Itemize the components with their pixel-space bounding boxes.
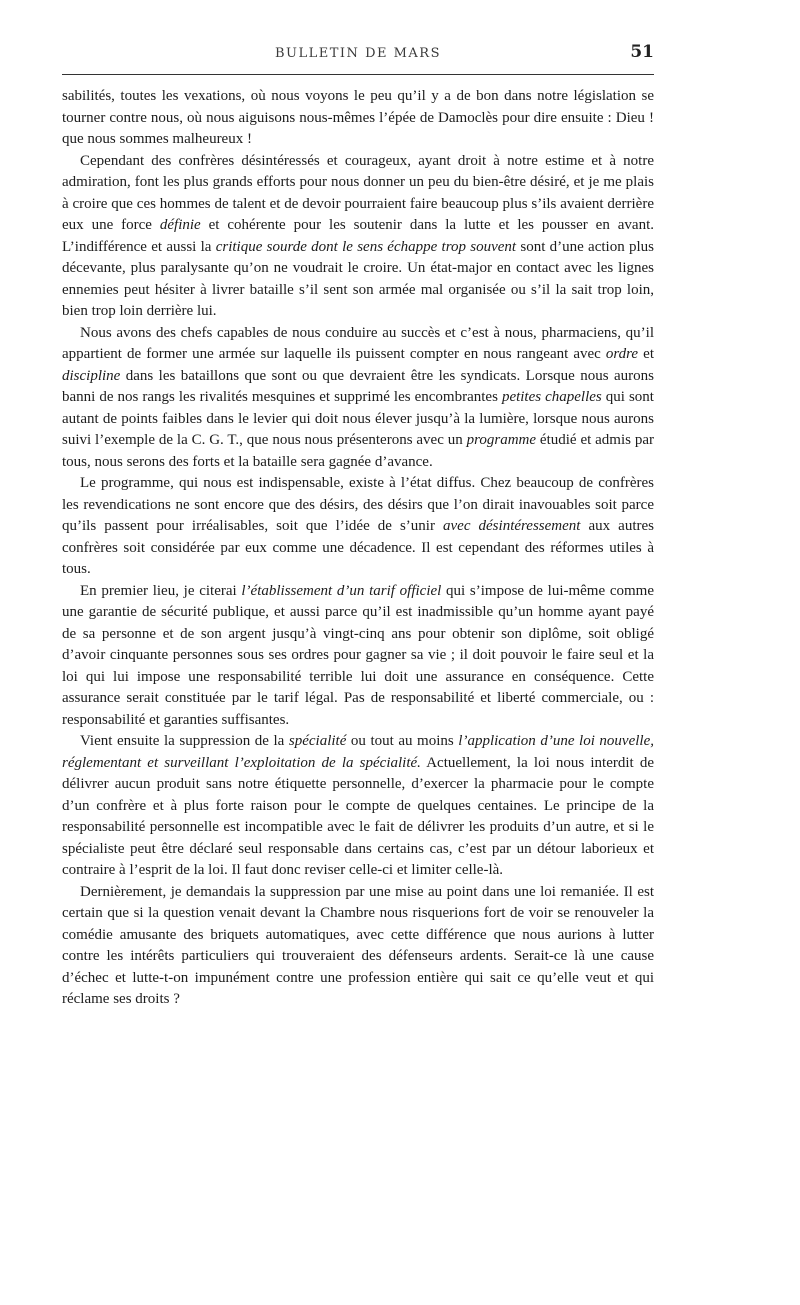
italic-phrase: programme bbox=[466, 432, 537, 448]
text-run: étudié et admis par tous, nous serons des forts et la bataille sera gagnée d’avance. bbox=[62, 432, 654, 470]
text-run: Cependant des confrères désintéressés et courageux, ayant droit à notre estime et à notre admiration, font les plus grands efforts pour nous donner un peu du bien-être désiré, et je me plais à croire que ces hommes de talent et de devoir pourraient faire beaucoup plus s’ils avaient derrière eux une force bbox=[62, 152, 654, 233]
paragraph bbox=[62, 323, 654, 474]
text-run: Vient ensuite la suppression de la bbox=[80, 733, 289, 749]
text-run: Actuellement, la loi nous interdit de délivrer aucun produit sans notre étiquette personnelle, d’exercer la pharmacie pour le compte d’un confrère et à plus forte raison pour le compte de quelques centaines. Le principe de la responsabilité personnelle est incompatible avec le fait de délivrer les produits d’un autre, et si le spécialiste peut être déclaré seul responsable dans certains cas, c’est par un détour laborieux et contraire à l’esprit de la loi. Il faut donc reviser celle-ci et limiter celle-là. bbox=[62, 754, 654, 878]
text-run: qui s’impose de lui-même comme une garantie de sécurité publique, et aussi parce qu’il est inadmissible qu’un homme ayant payé de sa personne et de son argent jusqu’à vingt-cinq ans pour obtenir son diplôme, soit obligé d’avoir cinquante personnes sous ses ordres pour gagner sa vie ; il doit pouvoir le faire seul et la loi qui lui impose une responsabilité terrible lui doit une assurance en conséquence. Cette assurance serait constituée par le tarif légal. Pas de responsabilité et liberté commerciale, ou : responsabilité et garanties suffisantes. bbox=[62, 582, 654, 728]
paragraph bbox=[62, 151, 654, 323]
italic-phrase: ordre bbox=[605, 346, 639, 362]
header-rule bbox=[62, 74, 654, 75]
text-run: sabilités, toutes les vexations, où nous voyons le peu qu’il y a de bon dans notre législation se tourner contre nous, où nous aiguisons nous-mêmes l’épée de Damoclès pour dire ensuite : Dieu ! que nous sommes malheureux ! bbox=[62, 88, 654, 147]
italic-phrase: discipline bbox=[62, 367, 121, 384]
italic-phrase: l’application d’une loi nouvelle, réglementant et surveillant l’exploitation de la spécialité. bbox=[62, 733, 654, 771]
paragraph bbox=[62, 86, 654, 151]
text-run: dans les bataillons que sont ou que devraient être les syndicats. Lorsque nous aurons banni de nos rangs les rivalités mesquines et supprimé les encombrantes bbox=[62, 367, 654, 405]
italic-phrase: définie bbox=[159, 217, 201, 233]
text-run: Nous avons des chefs capables de nous conduire au succès et c’est à nous, pharmaciens, qu’il appartient de former une armée sur laquelle ils puissent compter en nous rangeant avec bbox=[62, 324, 654, 362]
running-header bbox=[62, 44, 654, 72]
text-run: sont d’une action plus décevante, plus paralysante qu’on ne voudrait le croire. Un état-major en contact avec les lignes ennemies peut hésiter à livrer bataille s’il sent son armée mal organisée ou s’il la sait trop loin, bien trop loin derrière lui. bbox=[62, 238, 654, 319]
text-run: qui sont autant de points faibles dans le levier qui doit nous élever jusqu’à la lumière, lorsque nous aurons suivi l’exemple de la C. G. T., que nous nous présenterons avec un bbox=[62, 389, 654, 448]
paragraph bbox=[62, 731, 654, 882]
article-body bbox=[62, 86, 654, 1286]
italic-phrase: petites chapelles bbox=[501, 389, 602, 405]
text-run: et bbox=[638, 346, 654, 362]
text-run: Dernièrement, je demandais la suppression par une mise au point dans une loi remaniée. Il est certain que si la question venait devant la Chambre nous risquerions fort de voir se renouveler la comédie amusante des briquets automatiques, avec cette différence que nous aurions à lutter contre les intérêts particuliers qui trouveraient des défenseurs ardents. Serait-ce là une cause d’échec et lutte-t-on impunément contre une profession entière qui sait ce qu’elle veut et qui réclame ses droits ? bbox=[62, 883, 654, 1007]
text-run: aux autres confrères soit considérée par eux comme une décadence. Il est cependant des réformes utiles à tous. bbox=[62, 518, 654, 577]
paragraph bbox=[62, 473, 654, 581]
text-run: ou tout au moins bbox=[346, 733, 459, 749]
paragraph bbox=[62, 581, 654, 732]
page-number: 51 bbox=[630, 42, 654, 62]
text-run: Le programme, qui nous est indispensable, existe à l’état diffus. Chez beaucoup de confrères les revendications ne sont encore que des désirs, des désirs que l’on dirait inavouables soit parce qu’ils passent pour irréalisables, soit que l’idée de s’unir bbox=[62, 475, 654, 534]
paragraph bbox=[62, 882, 654, 1011]
italic-phrase: l’établissement d’un tarif officiel bbox=[241, 582, 442, 599]
italic-phrase: spécialité bbox=[288, 733, 347, 749]
text-run: En premier lieu, je citerai bbox=[80, 582, 242, 599]
italic-phrase: avec désintéressement bbox=[443, 518, 581, 534]
running-title: BULLETIN DE MARS bbox=[274, 46, 442, 61]
italic-phrase: critique sourde dont le sens échappe trop souvent bbox=[215, 238, 517, 255]
text-run: et cohérente pour les soutenir dans la lutte et les pousser en avant. L’indifférence et aussi la bbox=[62, 217, 654, 255]
